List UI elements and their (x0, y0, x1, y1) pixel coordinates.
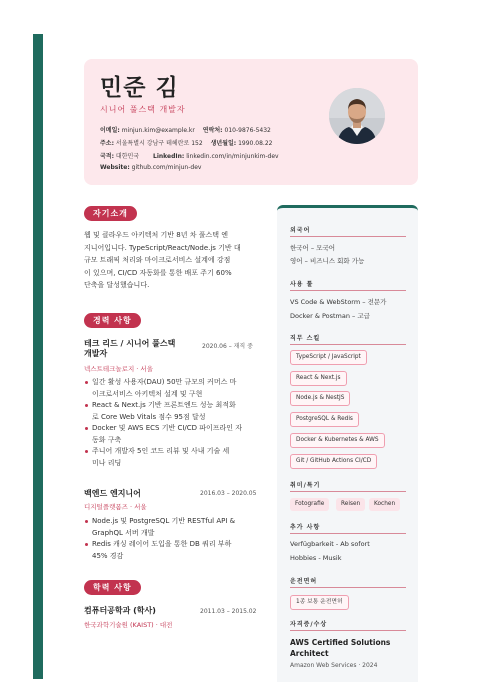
divider (290, 630, 406, 631)
extra-item: Hobbies - Musik (290, 554, 342, 562)
divider (290, 587, 406, 588)
skill-chip: Docker & Kubernetes & AWS (290, 433, 385, 448)
nationality-value: 대한민국 (115, 153, 140, 160)
list-item: 주니어 개발자 5인 코드 리뷰 및 사내 기술 세 미나 리딩 (92, 446, 270, 469)
linkedin-link[interactable]: linkedin.com/in/minjunkim-dev (186, 153, 279, 160)
job-company: 넥스트테크놀로지 · 서울 (84, 365, 153, 373)
skill-chip: TypeScript / JavaScript (290, 350, 367, 365)
language-item: 영어 – 비즈니스 회화 가능 (290, 257, 365, 265)
skills-title: 직무 스킬 (290, 335, 321, 342)
list-item: Node.js 및 PostgreSQL 기반 RESTful API & GraphQL 서버 개발 (92, 516, 270, 539)
email-value[interactable]: minjun.kim@example.kr (121, 127, 195, 134)
cert-name: AWS Certified Solutions Architect (290, 638, 391, 658)
contact-row-1: 이메일: minjun.kim@example.kr 연락처: 010-9876-5432 (100, 127, 271, 134)
list-item: Docker 및 AWS ECS 기반 CI/CD 파이프라인 자 동화 구축 (92, 423, 270, 446)
list-item: Redis 캐싱 레이어 도입을 통한 DB 쿼리 부하 45% 경감 (92, 539, 270, 562)
degree-title: 컴퓨터공학과 (학사) (84, 606, 156, 615)
sidebar-panel (277, 205, 418, 682)
birth-value: 1990.08.22 (238, 140, 273, 147)
divider (290, 290, 406, 291)
profile-photo (329, 88, 385, 144)
summary-text: 웹 및 클라우드 아키텍처 기반 8년 차 풀스택 엔 지니어입니다. TypeScript/React/Node.js 기반 대 규모 트래픽 처리와 마이크로서비스 설계에 강점 이 있으며, CI/CD 자동화를 통한 배포 주기 60% 단축을 달성했습니다. (84, 231, 241, 289)
skill-chip: PostgreSQL & Redis (290, 412, 359, 427)
phone-value: 010-9876-5432 (224, 127, 271, 134)
address-value: 서울특별시 강남구 테헤란로 152 (115, 140, 203, 147)
job-date: 2016.03 – 2020.05 (200, 490, 257, 497)
tools-title: 사용 툴 (290, 281, 314, 288)
hobbies-title: 취미/특기 (290, 482, 321, 489)
education-date: 2011.03 – 2015.02 (200, 608, 257, 615)
certs-title: 자격증/수상 (290, 621, 328, 628)
accent-bar (33, 34, 43, 679)
divider (290, 236, 406, 237)
language-item: 한국어 – 모국어 (290, 244, 336, 252)
extra-item: Verfügbarkeit - Ab sofort (290, 540, 370, 548)
cert-issuer: Amazon Web Services · 2024 (290, 662, 378, 669)
hobby-chip: Fotografie (290, 498, 329, 511)
extra-title: 추가 사항 (290, 524, 321, 531)
website-link[interactable]: github.com/minjun-dev (131, 164, 202, 171)
list-item: 일간 활성 사용자(DAU) 50만 규모의 커머스 마 이크로서비스 아키텍처 설계 및 구현 (92, 377, 270, 400)
skill-chip: React & Next.js (290, 371, 347, 386)
contact-row-3: 국적: 대한민국 LinkedIn: linkedin.com/in/minjunkim-dev (100, 153, 279, 160)
contact-row-2: 주소: 서울특별시 강남구 테헤란로 152 생년월일: 1990.08.22 (100, 140, 273, 147)
list-item: React & Next.js 기반 프론트엔드 성능 최적화 로 Core Web Vitals 점수 95점 달성 (92, 400, 270, 423)
skill-chip: Git / GitHub Actions CI/CD (290, 454, 377, 469)
skill-chip: Node.js & NestJS (290, 391, 350, 406)
candidate-name: 민준 김 (100, 75, 179, 101)
job-title: 백엔드 엔지니어 (84, 489, 141, 498)
license-chip: 1종 보통 운전면허 (290, 595, 349, 610)
tool-item: VS Code & WebStorm – 전문가 (290, 298, 387, 306)
summary-section-title: 자기소개 (84, 206, 137, 221)
header-card (84, 59, 418, 185)
job-bullets (84, 516, 270, 562)
hobby-chip: Reisen (336, 498, 365, 511)
divider (290, 491, 406, 492)
languages-title: 외국어 (290, 227, 311, 234)
education-section-title: 학력 사항 (84, 580, 141, 595)
job-date: 2020.06 – 재직 중 (202, 343, 253, 350)
job-title: 테크 리드 / 시니어 풀스택 개발자 (84, 339, 176, 358)
school-name: 한국과학기술원 (KAIST) · 대전 (84, 621, 173, 629)
job-bullets (84, 377, 270, 469)
divider (290, 533, 406, 534)
experience-section-title: 경력 사항 (84, 313, 141, 328)
contact-row-4: Website: github.com/minjun-dev (100, 164, 202, 171)
tool-item: Docker & Postman – 고급 (290, 312, 370, 320)
license-title: 운전면허 (290, 578, 318, 585)
candidate-role: 시니어 풀스택 개발자 (100, 105, 186, 114)
hobby-chip: Kochen (369, 498, 400, 511)
divider (290, 344, 406, 345)
job-company: 디지털플랫폼즈 · 서울 (84, 503, 147, 511)
